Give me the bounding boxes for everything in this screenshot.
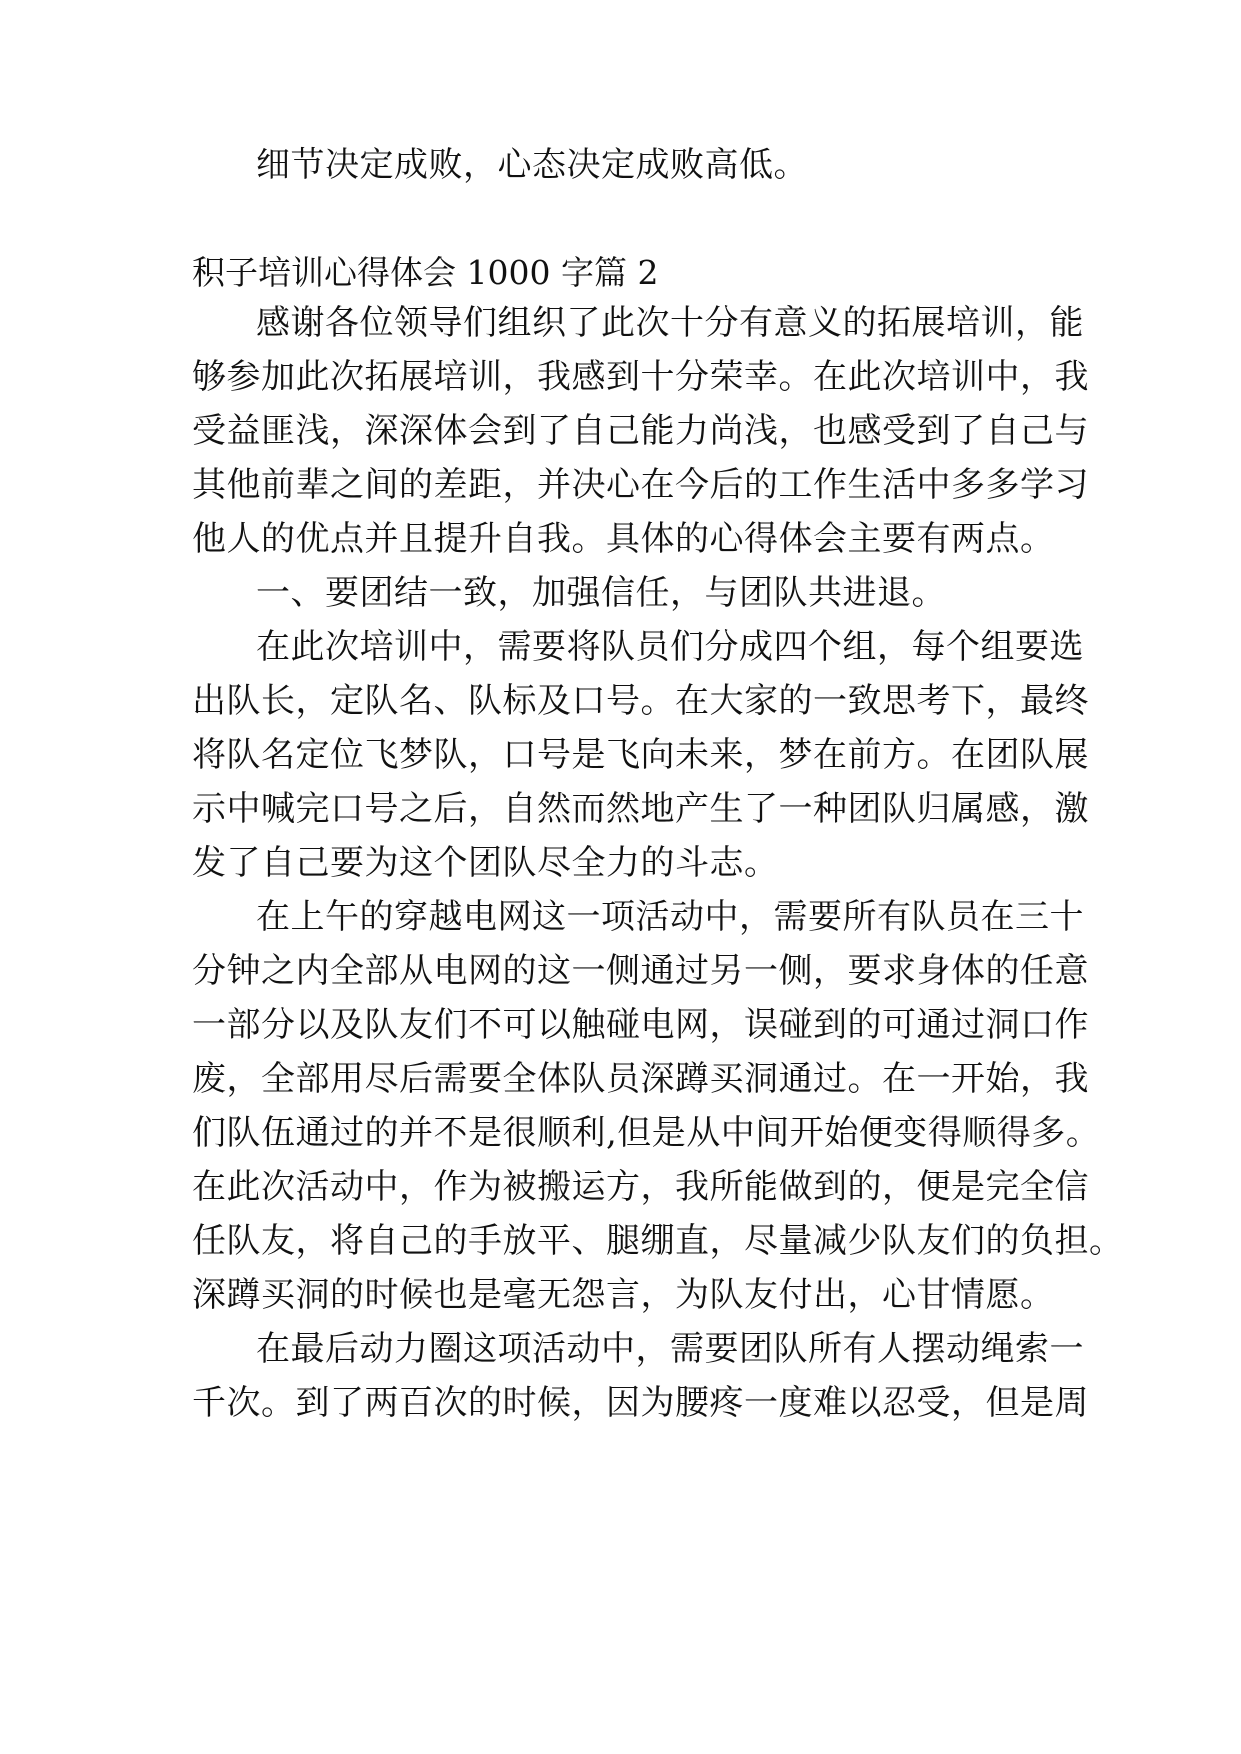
text-line: 在上午的穿越电网这一项活动中，需要所有队员在三十 xyxy=(256,897,1084,937)
text-line: 发了自己要为这个团队尽全力的斗志。 xyxy=(192,843,779,883)
text-line: 在此次培训中，需要将队员们分成四个组，每个组要选 xyxy=(256,627,1084,667)
section-title: 积子培训心得体会 1000 字篇 2 xyxy=(192,253,659,292)
text-line: 在最后动力圈这项活动中，需要团队所有人摆动绳索一 xyxy=(256,1329,1084,1369)
text-line: 将队名定位飞梦队，口号是飞向未来，梦在前方。在团队展 xyxy=(192,735,1089,775)
text-line: 千次。到了两百次的时候，因为腰疼一度难以忍受，但是周 xyxy=(192,1383,1089,1423)
text-line: 他人的优点并且提升自我。具体的心得体会主要有两点。 xyxy=(192,519,1055,559)
text-line: 细节决定成败，心态决定成败高低。 xyxy=(256,145,808,185)
text-line: 深蹲买洞的时候也是毫无怨言，为队友付出，心甘情愿。 xyxy=(192,1275,1055,1315)
text-line: 一部分以及队友们不可以触碰电网，误碰到的可通过洞口作 xyxy=(192,1005,1089,1045)
text-line: 废，全部用尽后需要全体队员深蹲买洞通过。在一开始，我 xyxy=(192,1059,1089,1099)
text-line: 一、要团结一致，加强信任，与团队共进退。 xyxy=(256,573,946,613)
text-line: 示中喊完口号之后，自然而然地产生了一种团队归属感，激 xyxy=(192,789,1089,829)
text-line: 够参加此次拓展培训，我感到十分荣幸。在此次培训中，我 xyxy=(192,357,1089,397)
text-line: 分钟之内全部从电网的这一侧通过另一侧，要求身体的任意 xyxy=(192,951,1089,991)
text-line: 出队长，定队名、队标及口号。在大家的一致思考下，最终 xyxy=(192,681,1089,721)
text-line: 受益匪浅，深深体会到了自己能力尚浅，也感受到了自己与 xyxy=(192,411,1089,451)
text-line: 在此次活动中，作为被搬运方，我所能做到的，便是完全信 xyxy=(192,1167,1089,1207)
text-line: 其他前辈之间的差距，并决心在今后的工作生活中多多学习 xyxy=(192,465,1089,505)
text-line: 们队伍通过的并不是很顺利,但是从中间开始便变得顺得多。 xyxy=(192,1113,1101,1153)
text-line: 任队友，将自己的手放平、腿绷直，尽量减少队友们的负担。 xyxy=(192,1221,1124,1261)
text-line: 感谢各位领导们组织了此次十分有意义的拓展培训，能 xyxy=(256,303,1084,343)
